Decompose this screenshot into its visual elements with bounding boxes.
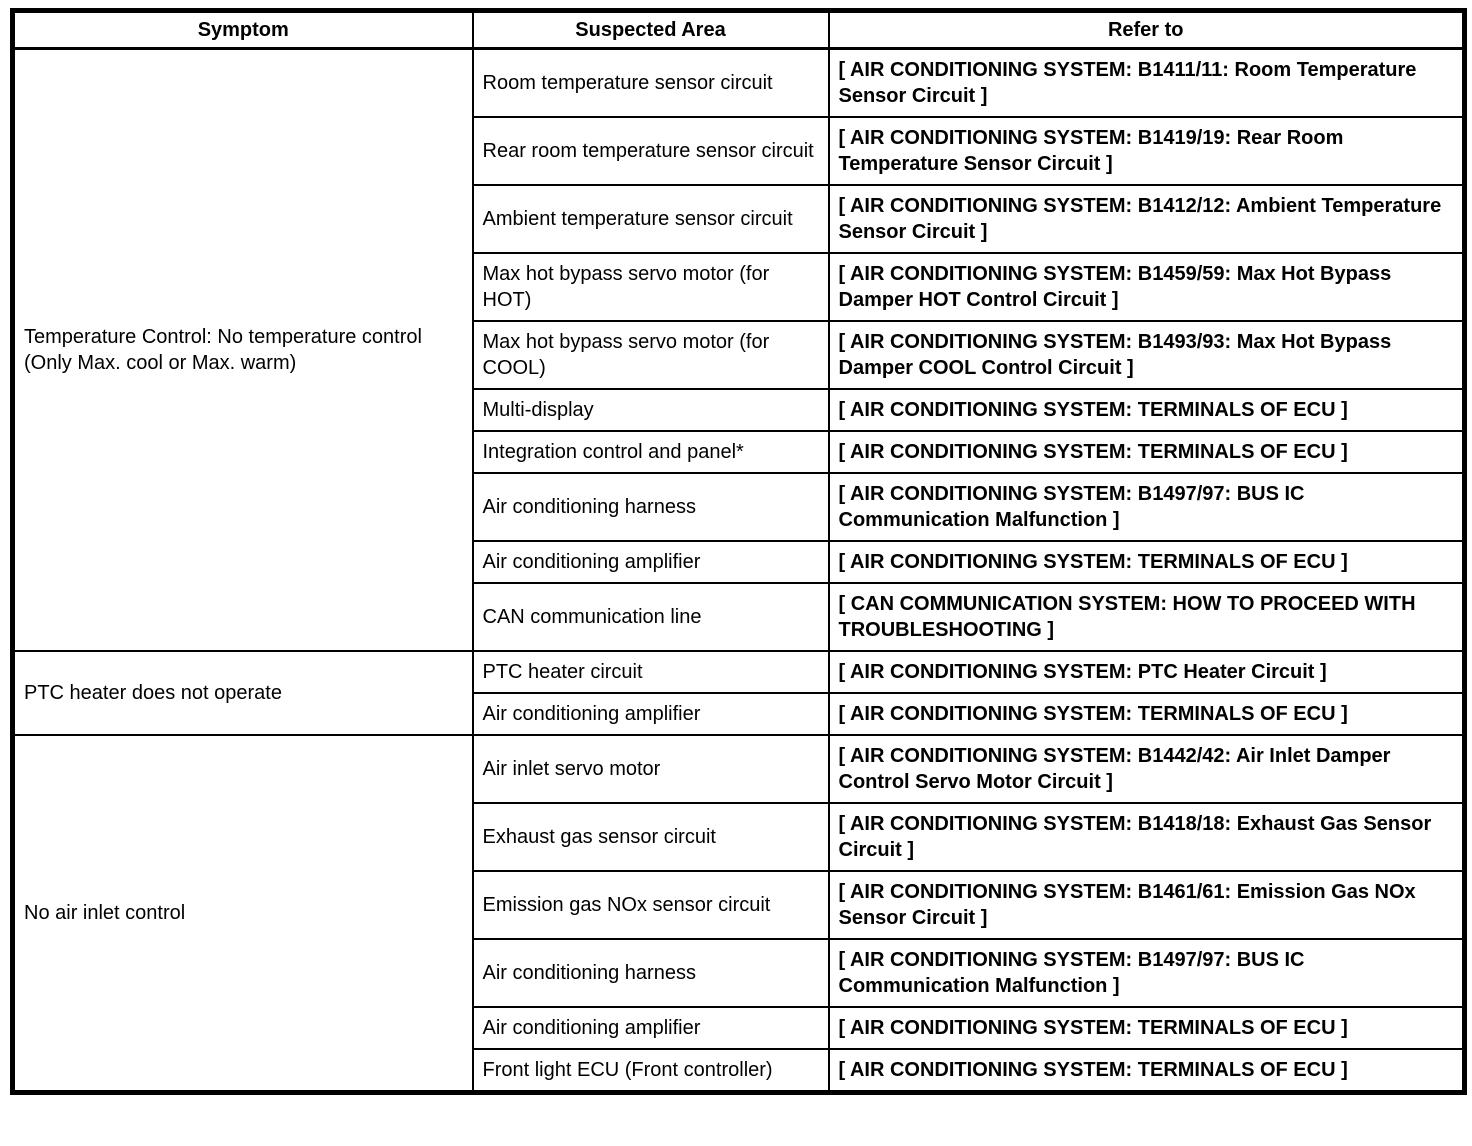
symptom-diagnosis-table bbox=[10, 8, 1467, 1095]
suspected-area-cell: Integration control and panel* bbox=[473, 431, 829, 473]
suspected-area-cell: Air inlet servo motor bbox=[473, 735, 829, 803]
refer-to-cell: [ AIR CONDITIONING SYSTEM: TERMINALS OF ECU ] bbox=[829, 1049, 1465, 1093]
refer-to-cell: [ AIR CONDITIONING SYSTEM: B1459/59: Max Hot Bypass Damper HOT Control Circuit ] bbox=[829, 253, 1465, 321]
suspected-area-cell: Room temperature sensor circuit bbox=[473, 49, 829, 118]
suspected-area-cell: Air conditioning amplifier bbox=[473, 1007, 829, 1049]
symptom-cell: No air inlet control bbox=[13, 735, 473, 1093]
refer-to-cell: [ AIR CONDITIONING SYSTEM: B1497/97: BUS IC Communication Malfunction ] bbox=[829, 473, 1465, 541]
suspected-area-cell: Max hot bypass servo motor (for HOT) bbox=[473, 253, 829, 321]
suspected-area-cell: Front light ECU (Front controller) bbox=[473, 1049, 829, 1093]
suspected-area-cell: PTC heater circuit bbox=[473, 651, 829, 693]
table-header-row bbox=[13, 11, 1465, 49]
table-body bbox=[13, 49, 1465, 1093]
refer-to-cell: [ AIR CONDITIONING SYSTEM: TERMINALS OF ECU ] bbox=[829, 541, 1465, 583]
suspected-area-cell: Rear room temperature sensor circuit bbox=[473, 117, 829, 185]
refer-to-cell: [ AIR CONDITIONING SYSTEM: B1442/42: Air Inlet Damper Control Servo Motor Circuit ] bbox=[829, 735, 1465, 803]
refer-to-cell: [ AIR CONDITIONING SYSTEM: B1412/12: Ambient Temperature Sensor Circuit ] bbox=[829, 185, 1465, 253]
refer-to-cell: [ AIR CONDITIONING SYSTEM: B1411/11: Room Temperature Sensor Circuit ] bbox=[829, 49, 1465, 118]
suspected-area-cell: Air conditioning harness bbox=[473, 939, 829, 1007]
suspected-area-cell: Air conditioning harness bbox=[473, 473, 829, 541]
header-symptom: Symptom bbox=[13, 11, 473, 49]
refer-to-cell: [ CAN COMMUNICATION SYSTEM: HOW TO PROCEED WITH TROUBLESHOOTING ] bbox=[829, 583, 1465, 651]
suspected-area-cell: Ambient temperature sensor circuit bbox=[473, 185, 829, 253]
table-row bbox=[13, 735, 1465, 803]
symptom-cell: PTC heater does not operate bbox=[13, 651, 473, 735]
symptom-cell: Temperature Control: No temperature control (Only Max. cool or Max. warm) bbox=[13, 49, 473, 652]
table-row bbox=[13, 49, 1465, 118]
refer-to-cell: [ AIR CONDITIONING SYSTEM: B1497/97: BUS IC Communication Malfunction ] bbox=[829, 939, 1465, 1007]
suspected-area-cell: Multi-display bbox=[473, 389, 829, 431]
suspected-area-cell: Air conditioning amplifier bbox=[473, 693, 829, 735]
refer-to-cell: [ AIR CONDITIONING SYSTEM: B1418/18: Exhaust Gas Sensor Circuit ] bbox=[829, 803, 1465, 871]
suspected-area-cell: Emission gas NOx sensor circuit bbox=[473, 871, 829, 939]
refer-to-cell: [ AIR CONDITIONING SYSTEM: TERMINALS OF ECU ] bbox=[829, 389, 1465, 431]
header-refer-to: Refer to bbox=[829, 11, 1465, 49]
refer-to-cell: [ AIR CONDITIONING SYSTEM: TERMINALS OF ECU ] bbox=[829, 431, 1465, 473]
refer-to-cell: [ AIR CONDITIONING SYSTEM: B1419/19: Rear Room Temperature Sensor Circuit ] bbox=[829, 117, 1465, 185]
refer-to-cell: [ AIR CONDITIONING SYSTEM: TERMINALS OF ECU ] bbox=[829, 693, 1465, 735]
refer-to-cell: [ AIR CONDITIONING SYSTEM: B1461/61: Emission Gas NOx Sensor Circuit ] bbox=[829, 871, 1465, 939]
suspected-area-cell: Max hot bypass servo motor (for COOL) bbox=[473, 321, 829, 389]
suspected-area-cell: Exhaust gas sensor circuit bbox=[473, 803, 829, 871]
suspected-area-cell: Air conditioning amplifier bbox=[473, 541, 829, 583]
table-row bbox=[13, 651, 1465, 693]
refer-to-cell: [ AIR CONDITIONING SYSTEM: TERMINALS OF ECU ] bbox=[829, 1007, 1465, 1049]
header-suspected-area: Suspected Area bbox=[473, 11, 829, 49]
refer-to-cell: [ AIR CONDITIONING SYSTEM: PTC Heater Circuit ] bbox=[829, 651, 1465, 693]
suspected-area-cell: CAN communication line bbox=[473, 583, 829, 651]
refer-to-cell: [ AIR CONDITIONING SYSTEM: B1493/93: Max Hot Bypass Damper COOL Control Circuit ] bbox=[829, 321, 1465, 389]
